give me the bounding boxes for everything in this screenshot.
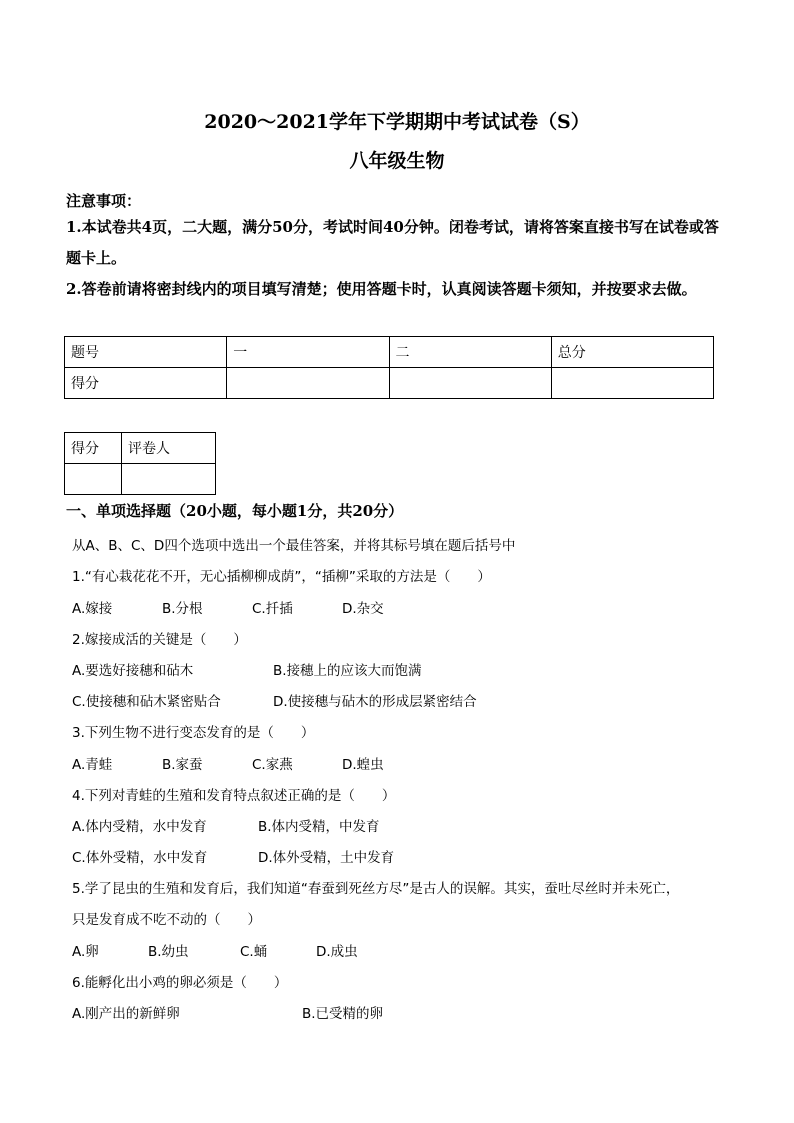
question-option: B.家蚕 — [162, 757, 203, 773]
score-table-header-row — [65, 337, 714, 368]
grader-score-label: 得分 — [65, 433, 122, 464]
score-table — [64, 336, 714, 399]
section-1-instruction: 从A、B、C、D四个选项中选出一个最佳答案，并将其标号填在题后括号中 — [72, 538, 516, 554]
question-option: A.要选好接穗和砧木 — [72, 663, 194, 679]
score-header-cell: 二 — [389, 337, 551, 368]
question-stem: 2.嫁接成活的关键是（ ） — [72, 632, 247, 648]
grader-table — [64, 432, 216, 495]
question-stem: 4.下列对青蛙的生殖和发育特点叙述正确的是（ ） — [72, 788, 396, 804]
question-option: B.体内受精，中发育 — [258, 819, 380, 835]
score-header-cell: 一 — [227, 337, 389, 368]
exam-subtitle: 八年级生物 — [349, 150, 445, 172]
section-1-heading: 一、单项选择题（20小题，每小题1分，共20分） — [66, 502, 404, 520]
question-option: C.蛹 — [240, 944, 268, 960]
question-option: B.接穗上的应该大而饱满 — [273, 663, 422, 679]
question-option: D.使接穗与砧木的形成层紧密结合 — [273, 694, 477, 710]
question-option: C.扦插 — [252, 601, 293, 617]
question-option: C.家燕 — [252, 757, 293, 773]
question-option: C.使接穗和砧木紧密贴合 — [72, 694, 221, 710]
question-option: C.体外受精，水中发育 — [72, 850, 208, 866]
score-cell[interactable] — [551, 368, 713, 399]
score-table-score-row — [65, 368, 714, 399]
score-header-cell: 题号 — [65, 337, 227, 368]
question-option: A.卵 — [72, 944, 99, 960]
grader-table-header-row — [65, 433, 216, 464]
question-stem: 6.能孵化出小鸡的卵必须是（ ） — [72, 975, 288, 991]
question-option: A.青蛙 — [72, 757, 113, 773]
question-option: D.蝗虫 — [342, 757, 384, 773]
question-option: A.刚产出的新鲜卵 — [72, 1006, 180, 1022]
score-cell[interactable] — [227, 368, 389, 399]
question-option: B.分根 — [162, 601, 203, 617]
question-option: B.已受精的卵 — [302, 1006, 384, 1022]
question-stem: 5.学了昆虫的生殖和发育后，我们知道“春蚕到死丝方尽”是古人的误解。其实，蚕吐尽丝时并未死亡， — [72, 881, 680, 897]
question-option: A.嫁接 — [72, 601, 113, 617]
grader-name-label: 评卷人 — [122, 433, 216, 464]
notice-heading: 注意事项： — [66, 192, 142, 210]
question-stem: 3.下列生物不进行变态发育的是（ ） — [72, 725, 315, 741]
question-stem-continued: 只是发育成不吃不动的（ ） — [72, 912, 261, 928]
question-option: D.成虫 — [316, 944, 358, 960]
question-option: D.杂交 — [342, 601, 384, 617]
grader-table-input-row — [65, 464, 216, 495]
score-row-label: 得分 — [65, 368, 227, 399]
question-option: D.体外受精，土中发育 — [258, 850, 395, 866]
notice-item-1: 1.本试卷共4页，二大题，满分50分，考试时间40分钟。闭卷考试，请将答案直接书写在试卷或答题卡上。 — [66, 218, 719, 267]
notice-item-2: 2.答卷前请将密封线内的项目填写清楚；使用答题卡时，认真阅读答题卡须知，并按要求去做。 — [66, 280, 697, 298]
exam-title: 2020～2021学年下学期期中考试试卷（S） — [204, 111, 590, 133]
question-option: B.幼虫 — [148, 944, 189, 960]
grader-score-cell[interactable] — [65, 464, 122, 495]
score-cell[interactable] — [389, 368, 551, 399]
grader-name-cell[interactable] — [122, 464, 216, 495]
question-stem: 1.“有心栽花花不开，无心插柳柳成荫”，“插柳”采取的方法是（ ） — [72, 569, 491, 585]
score-header-cell: 总分 — [551, 337, 713, 368]
question-option: A.体内受精，水中发育 — [72, 819, 207, 835]
